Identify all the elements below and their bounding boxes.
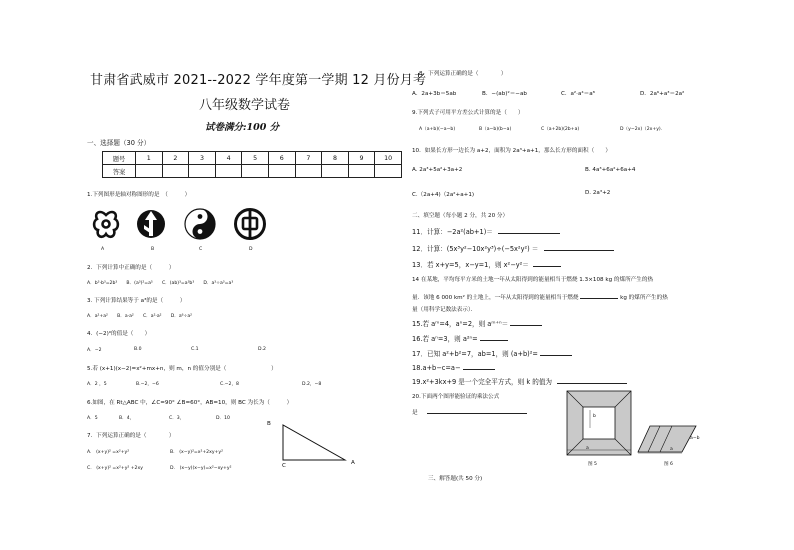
answer-cell[interactable] — [322, 165, 349, 178]
page-subtitle: 八年级数学试卷 — [199, 98, 291, 113]
question-14-text-end: kg 的煤所产生的热 — [620, 295, 668, 301]
option-c: C（a+2b)(2b+a) — [541, 127, 580, 132]
option-a: A．−2 — [87, 348, 102, 353]
question-17 — [412, 348, 572, 358]
answer-table-row-answers — [103, 165, 402, 178]
table-cell: 7 — [295, 152, 322, 165]
option-a: A．2 ，5 — [87, 382, 107, 387]
option-d: D. (x−y)(x−y)=x²−xy+y² — [170, 466, 232, 471]
bank-logo-icon — [234, 207, 266, 241]
question-4: 4．(−2)⁰的值是（ ） — [87, 331, 151, 337]
option-b: B．−(ab)²＝−ab — [482, 91, 527, 97]
question-20: 20.下面两个图形能验证的乘法公式 — [412, 394, 500, 400]
question-3: 3. 下列计算结果等于 a³的是（ ） — [87, 298, 186, 304]
option-d: D．10 — [216, 416, 230, 421]
question-15 — [412, 318, 542, 328]
question-2: 2．下列计算中正确的是（ ） — [87, 265, 175, 271]
question-6: 6.如图，在 Rt△ABC 中，∠C=90° ∠B=60°，AB=10，则 BC 为长为（ ） — [87, 400, 293, 406]
figure-letter-a: a — [670, 447, 673, 452]
answer-blank[interactable] — [427, 406, 527, 414]
page-title: 甘肃省武威市 2021--2022 学年度第一学期 12 月份月考 — [90, 73, 427, 88]
question-9: 9.下列式子可用平方差公式计算的是（ ） — [412, 110, 524, 116]
question-20-is: 是 — [412, 410, 418, 416]
question-10: 10．如果长方形一边长为 a+2，面积为 2a³+a+1，那么长方形的面积（ ） — [412, 148, 611, 154]
question-17-text: 17．已知 a²+b²=7，ab=1，则 (a+b)²= — [412, 350, 538, 358]
answer-cell[interactable] — [215, 165, 242, 178]
option-a: A. 2a³+5a²+3a+2 — [412, 167, 463, 173]
answer-blank[interactable] — [580, 291, 618, 299]
question-2-options: A．b³·b³=2b³ B．(a³)²=a⁵ C．(ab)³=a³b³ D．a³÷a³=a³ — [87, 281, 234, 286]
answer-blank[interactable] — [498, 226, 560, 234]
option-b: B．4， — [119, 416, 135, 421]
answer-cell[interactable] — [242, 165, 269, 178]
answer-blank[interactable] — [510, 318, 542, 326]
square-frame-figure — [566, 390, 632, 456]
answer-cell[interactable] — [268, 165, 295, 178]
table-cell: 题号 — [103, 152, 136, 165]
question-19-text: 19.x²+3kx+9 是一个完全平方式，则 k 的值为 — [412, 378, 553, 386]
option-d: D.2 — [258, 347, 266, 352]
answer-blank[interactable] — [463, 362, 495, 370]
section-choice-heading: 一、选择题（30 分） — [87, 139, 151, 147]
question-3-options: A．a²+a² B．a·a² C．a²·a² D．a⁶÷a² — [87, 314, 193, 319]
option-b: B. (x−y)²=x²+2xy+y² — [170, 450, 223, 455]
table-cell: 6 — [268, 152, 295, 165]
option-a: A．5 — [87, 416, 98, 421]
question-14-line1: 14 在某地，平均每平方米的土地一年从太阳得到的能量相当于燃烧 1.3×108 kg 的煤所产生的热 — [412, 277, 654, 283]
vertex-label-c: C — [282, 463, 286, 469]
option-c: C．a²·a⁴＝a⁸ — [561, 91, 595, 97]
answer-cell[interactable] — [295, 165, 322, 178]
answer-blank[interactable] — [540, 348, 572, 356]
option-d: D.2，−8 — [302, 382, 322, 387]
question-14-text: 量．该地 6 000 km² 的土地上，一年从太阳得到的能量相当于燃烧 — [412, 295, 579, 301]
figure-letter-a-minus-b: a−b — [690, 436, 700, 441]
option-b: B（a−b)(b−a) — [479, 127, 512, 132]
question-14-line3: 量（用科学记数法表示）． — [412, 307, 477, 313]
question-1: 1.下列图形是轴对称图形的是 （ ） — [87, 192, 191, 198]
answer-blank[interactable] — [557, 376, 627, 384]
table-cell: 答案 — [103, 165, 136, 178]
right-triangle-figure — [282, 424, 348, 462]
answer-blank[interactable] — [480, 333, 508, 341]
question-18-text: 18.a+b−c=a− — [412, 364, 461, 372]
option-a: A（a+b)(−a−b) — [419, 127, 456, 132]
option-a: A. (x+y)² =x²+y² — [87, 450, 130, 455]
question-19 — [412, 376, 627, 386]
figure-letter-a: a — [586, 446, 589, 451]
table-cell: 10 — [375, 152, 402, 165]
answer-cell[interactable] — [189, 165, 216, 178]
option-d: D．2a⁶+a³＝2a² — [640, 91, 685, 97]
question-13-text: 13．若 x+y=5，x−y=1，则 x²−y²＝ — [412, 261, 529, 269]
option-c: C. (x+y)² =x²+y² +2xy — [87, 466, 143, 471]
answer-table — [102, 151, 402, 178]
question-14-line2 — [412, 291, 668, 301]
figure-caption-5: 图 5 — [588, 462, 597, 467]
table-cell: 9 — [348, 152, 375, 165]
question-12-text: 12．计算：(5x³y²−10x²y³)÷(−5x²y²) ＝ — [412, 245, 539, 253]
option-c: C．3， — [169, 416, 185, 421]
option-c: C.1 — [191, 347, 199, 352]
question-11-text: 11．计算：−2a²(ab+1)＝ — [412, 228, 493, 236]
question-8: 8．下列运算正确的是（ ） — [419, 71, 507, 77]
question-13 — [412, 259, 561, 269]
option-d: D. 2a³+2 — [585, 190, 611, 196]
table-cell: 1 — [136, 152, 163, 165]
option-c: C.（2a+4)（2a²+a+1) — [412, 192, 475, 198]
answer-cell[interactable] — [375, 165, 402, 178]
question-16-text: 16.若 aⁿ=3，则 a²ⁿ= — [412, 335, 478, 343]
question-11 — [412, 226, 560, 236]
answer-table-row-numbers — [103, 152, 402, 165]
answer-blank[interactable] — [544, 243, 614, 251]
option-label: A — [101, 247, 105, 252]
question-18 — [412, 362, 495, 372]
answer-cell[interactable] — [162, 165, 189, 178]
option-label: C — [199, 247, 203, 252]
option-b: B.0 — [134, 347, 142, 352]
table-cell: 5 — [242, 152, 269, 165]
section-answer-heading: 三、解答题(共 50 分) — [428, 476, 483, 482]
parallelogram-figure — [636, 424, 698, 454]
question-7: 7．下列运算正确的是（ ） — [87, 433, 175, 439]
option-d: D（y−2x)（2x+y). — [620, 127, 663, 132]
figure-letter-b: b — [593, 414, 596, 419]
option-b: B. 4a³+6a²+6a+4 — [585, 167, 636, 173]
answer-cell[interactable] — [136, 165, 163, 178]
answer-blank[interactable] — [533, 259, 561, 267]
question-16 — [412, 333, 508, 343]
option-label: D — [249, 247, 253, 252]
option-c: C.−2，8 — [220, 382, 239, 387]
table-cell: 2 — [162, 152, 189, 165]
full-score-note: 试卷满分:100 分 — [205, 122, 280, 133]
table-cell: 3 — [189, 152, 216, 165]
option-b: B.−2，−6 — [136, 382, 159, 387]
figure-caption-6: 图 6 — [664, 462, 673, 467]
vertex-label-a: A — [351, 460, 355, 466]
answer-cell[interactable] — [348, 165, 375, 178]
question-20-line2 — [412, 406, 527, 416]
yin-yang-icon — [184, 207, 216, 241]
option-a: A．2a+3b＝5ab — [412, 91, 457, 97]
vertex-label-b: B — [267, 421, 271, 427]
table-cell: 8 — [322, 152, 349, 165]
question-12 — [412, 243, 614, 253]
table-cell: 4 — [215, 152, 242, 165]
question-15-text: 15.若 aᵐ=4，aⁿ=2，则 aᵐ⁺ⁿ＝ — [412, 320, 509, 328]
section-fill-heading: 二、填空题（每小题 2 分，共 20 分） — [412, 213, 509, 219]
question-5: 5.若 (x+1)(x−2)=x²+mx+n，则 m，n 的值分别是（ ） — [87, 366, 277, 372]
option-label: B — [151, 247, 155, 252]
arrow-roundel-icon — [136, 207, 166, 241]
knot-symbol-icon — [91, 207, 121, 243]
